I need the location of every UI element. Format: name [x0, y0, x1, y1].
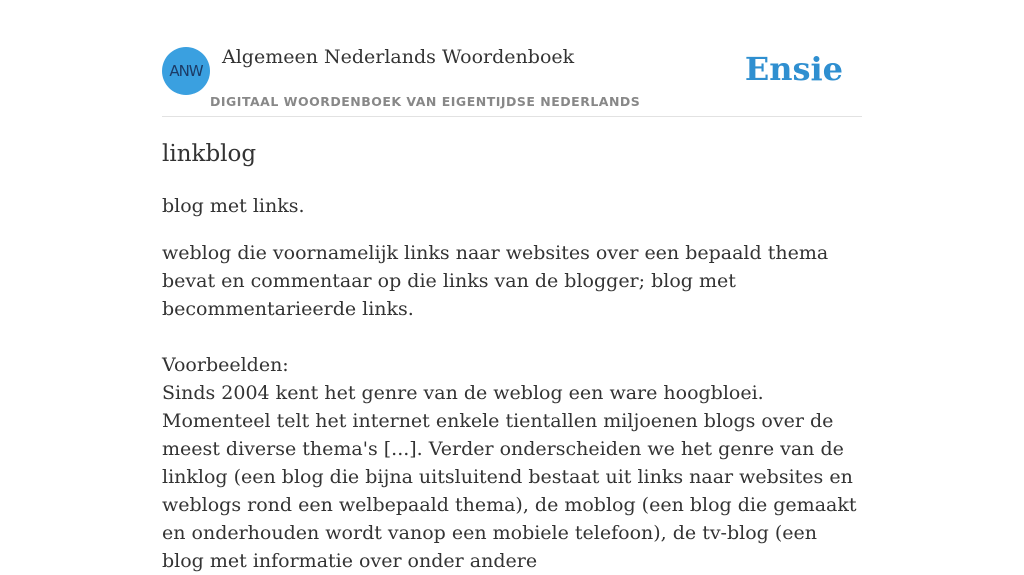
site-title[interactable]: Algemeen Nederlands Woordenboek	[222, 46, 575, 68]
anw-logo[interactable]: ANW	[162, 47, 210, 95]
ensie-brand-logo[interactable]: Ensie	[744, 50, 843, 88]
examples-label: Voorbeelden:	[162, 354, 289, 376]
site-header	[162, 0, 862, 117]
entry-content	[162, 136, 862, 575]
entry-headword: linkblog	[162, 141, 257, 167]
site-subtitle: DIGITAAL WOORDENBOEK VAN EIGENTIJDSE NEDERLANDS	[210, 94, 641, 109]
long-definition: weblog die voornamelijk links naar websites over een bepaald thema bevat en commentaar op die links van de blogger; blog met becommentarieerde links.	[162, 242, 829, 320]
example-text: Sinds 2004 kent het genre van de weblog een ware hoogbloei. Momenteel telt het internet enkele tientallen miljoenen blogs over de meest diverse thema's [...]. Verder onderscheiden we het genre van de linklog (een blog die bijna uitsluitend bestaat uit links naar websites en weblogs rond een welbepaald thema), de moblog (een blog die gemaakt en onderhouden wordt vanop een mobiele telefoon), de tv-blog (een blog met informatie over onder andere	[162, 382, 857, 572]
short-definition: blog met links.	[162, 195, 305, 217]
